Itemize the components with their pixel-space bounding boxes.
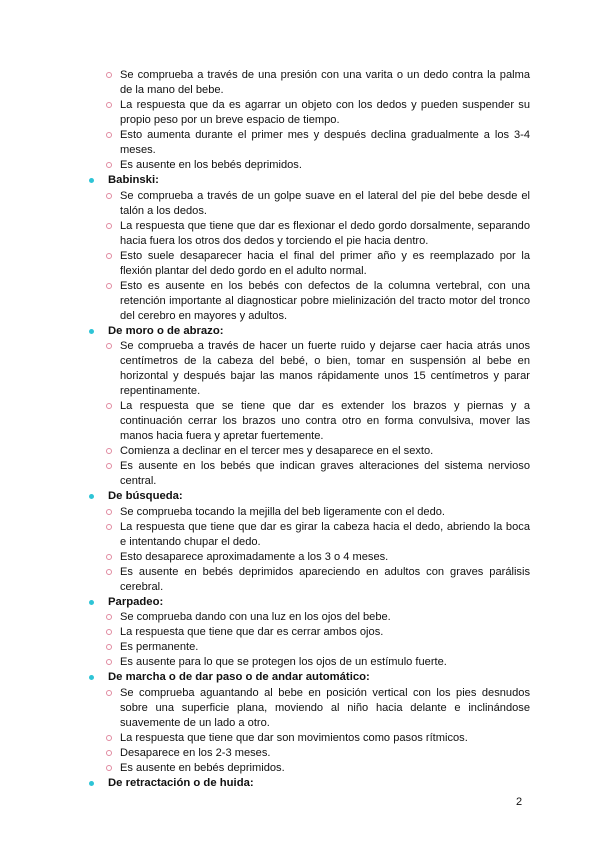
bullet-dot-icon (89, 494, 94, 499)
circle-bullet-icon (106, 735, 112, 741)
circle-bullet-icon (106, 690, 112, 696)
list-item-text: Es ausente para lo que se protegen los ojos de un estímulo fuerte. (120, 656, 447, 668)
reflex-title: Parpadeo: (108, 595, 164, 608)
circle-bullet-icon (106, 463, 112, 469)
list-item (84, 444, 530, 459)
list-item-text: Esto desaparece aproximadamente a los 3 o 4 meses. (120, 550, 389, 563)
list-item (84, 459, 530, 489)
reflex-sublist (84, 686, 530, 776)
list-item (84, 625, 530, 640)
intro-sublist (84, 68, 530, 173)
reflex-title: De retractación o de huida: (108, 776, 254, 789)
reflex-list (84, 173, 530, 791)
bullet-dot-icon (89, 781, 94, 786)
list-item-text: La respuesta que tiene que dar es girar la cabeza hacia el dedo, abriendo la boca e intentando chupar el dedo. (120, 520, 530, 548)
list-item (84, 279, 530, 324)
circle-bullet-icon (106, 283, 112, 289)
list-item-text: Se comprueba tocando la mejilla del beb ligeramente con el dedo. (120, 505, 446, 518)
circle-bullet-icon (106, 132, 112, 138)
list-item (84, 339, 530, 399)
list-item (84, 219, 530, 249)
circle-bullet-icon (106, 448, 112, 454)
list-item (84, 746, 530, 761)
reflex-sublist (84, 339, 530, 489)
reflex-section (84, 324, 530, 490)
list-item-text: Es ausente en los bebés deprimidos. (120, 159, 302, 171)
list-item-text: La respuesta que tiene que dar es flexionar el dedo gordo dorsalmente, separando hacia fuera los otros dos dedos y torciendo el pie hacia dentro. (120, 219, 530, 247)
circle-bullet-icon (106, 193, 112, 199)
circle-bullet-icon (106, 524, 112, 530)
list-item-text: Se comprueba a través de un golpe suave en el lateral del pie del bebe desde el talón a los dedos. (120, 189, 530, 217)
list-item (84, 505, 530, 520)
list-item-text: La respuesta que se tiene que dar es extender los brazos y piernas y a continuación cerrar los brazos uno contra otro en forma convulsiva, mover las manos hacia fuera y apretar fuertemente. (120, 400, 530, 442)
list-item-text: Es ausente en bebés deprimidos apareciendo en adultos con graves parálisis cerebral. (120, 565, 530, 593)
list-item-text: Esto aumenta durante el primer mes y después declina gradualmente a los 3-4 meses. (120, 129, 530, 156)
circle-bullet-icon (106, 750, 112, 756)
list-item-text: Se comprueba dando con una luz en los ojos del bebe. (120, 611, 391, 623)
reflex-sublist (84, 505, 530, 595)
list-item-text: Desaparece en los 2-3 meses. (120, 746, 271, 759)
list-item (84, 565, 530, 595)
list-item-text: Es ausente en bebés deprimidos. (120, 761, 285, 774)
list-item (84, 640, 530, 655)
list-item (84, 520, 530, 550)
circle-bullet-icon (106, 629, 112, 635)
list-item (84, 399, 530, 444)
reflex-section (84, 670, 530, 776)
list-item-text: Esto suele desaparecer hacia el final del primer año y es reemplazado por la flexión plantar del dedo gordo en el adulto normal. (120, 249, 530, 277)
bullet-dot-icon (89, 675, 94, 680)
list-item-text: Es permanente. (120, 641, 199, 653)
list-item (84, 550, 530, 565)
list-item-text: Se comprueba aguantando al bebe en posición vertical con los pies desnudos sobre una superficie plana, moviendo al niño hacia delante e inclinándose suavemente de un lado a otro. (120, 686, 530, 729)
reflex-sublist (84, 189, 530, 324)
reflex-title: De moro o de abrazo: (108, 324, 224, 337)
circle-bullet-icon (106, 343, 112, 349)
circle-bullet-icon (106, 644, 112, 650)
list-item (84, 249, 530, 279)
circle-bullet-icon (106, 569, 112, 575)
reflex-section (84, 776, 530, 792)
reflex-title: De búsqueda: (108, 490, 183, 502)
list-item (84, 731, 530, 746)
list-item (84, 68, 530, 98)
circle-bullet-icon (106, 72, 112, 78)
bullet-dot-icon (89, 600, 94, 605)
list-item-text: Esto es ausente en los bebés con defectos de la columna vertebral, con una retención importante al diagnosticar pobre mielinización del tracto motor del tronco del cerebro en mayores y adultos. (120, 279, 530, 322)
list-item-text: Se comprueba a través de hacer un fuerte ruido y dejarse caer hacia atrás unos centímetros de la cabeza del bebé, o bien, tomar en suspensión al bebe en horizontal y después bajar las manos rápidamente unos 15 centímetros y parar repentinamente. (120, 340, 530, 397)
reflex-section (84, 173, 530, 324)
list-item-text: Comienza a declinar en el tercer mes y desaparece en el sexto. (120, 445, 434, 457)
reflex-sublist (84, 610, 530, 670)
circle-bullet-icon (106, 223, 112, 229)
list-item-text: La respuesta que da es agarrar un objeto con los dedos y pueden suspender su propio peso por un breve espacio de tiempo. (120, 99, 530, 126)
reflex-title: Babinski: (108, 174, 159, 186)
circle-bullet-icon (106, 403, 112, 409)
circle-bullet-icon (106, 253, 112, 259)
bullet-dot-icon (89, 178, 94, 183)
list-item (84, 761, 530, 776)
list-item (84, 158, 530, 173)
document-content (84, 68, 530, 791)
page-number: 2 (516, 796, 523, 808)
list-item-text: Es ausente en los bebés que indican graves alteraciones del sistema nervioso central. (120, 460, 530, 487)
reflex-section (84, 489, 530, 595)
list-item-text: Se comprueba a través de una presión con una varita o un dedo contra la palma de la mano del bebe. (120, 69, 530, 96)
reflex-section (84, 595, 530, 671)
list-item (84, 98, 530, 128)
list-item (84, 610, 530, 625)
list-item (84, 686, 530, 731)
list-item-text: La respuesta que tiene que dar son movimientos como pasos rítmicos. (120, 731, 468, 744)
list-item (84, 189, 530, 219)
circle-bullet-icon (106, 765, 112, 771)
reflex-title: De marcha o de dar paso o de andar automático: (108, 671, 370, 683)
circle-bullet-icon (106, 162, 112, 168)
bullet-dot-icon (89, 329, 94, 334)
circle-bullet-icon (106, 509, 112, 515)
circle-bullet-icon (106, 554, 112, 560)
list-item (84, 128, 530, 158)
circle-bullet-icon (106, 102, 112, 108)
list-item (84, 655, 530, 670)
list-item-text: La respuesta que tiene que dar es cerrar ambos ojos. (120, 626, 384, 638)
circle-bullet-icon (106, 614, 112, 620)
circle-bullet-icon (106, 659, 112, 665)
